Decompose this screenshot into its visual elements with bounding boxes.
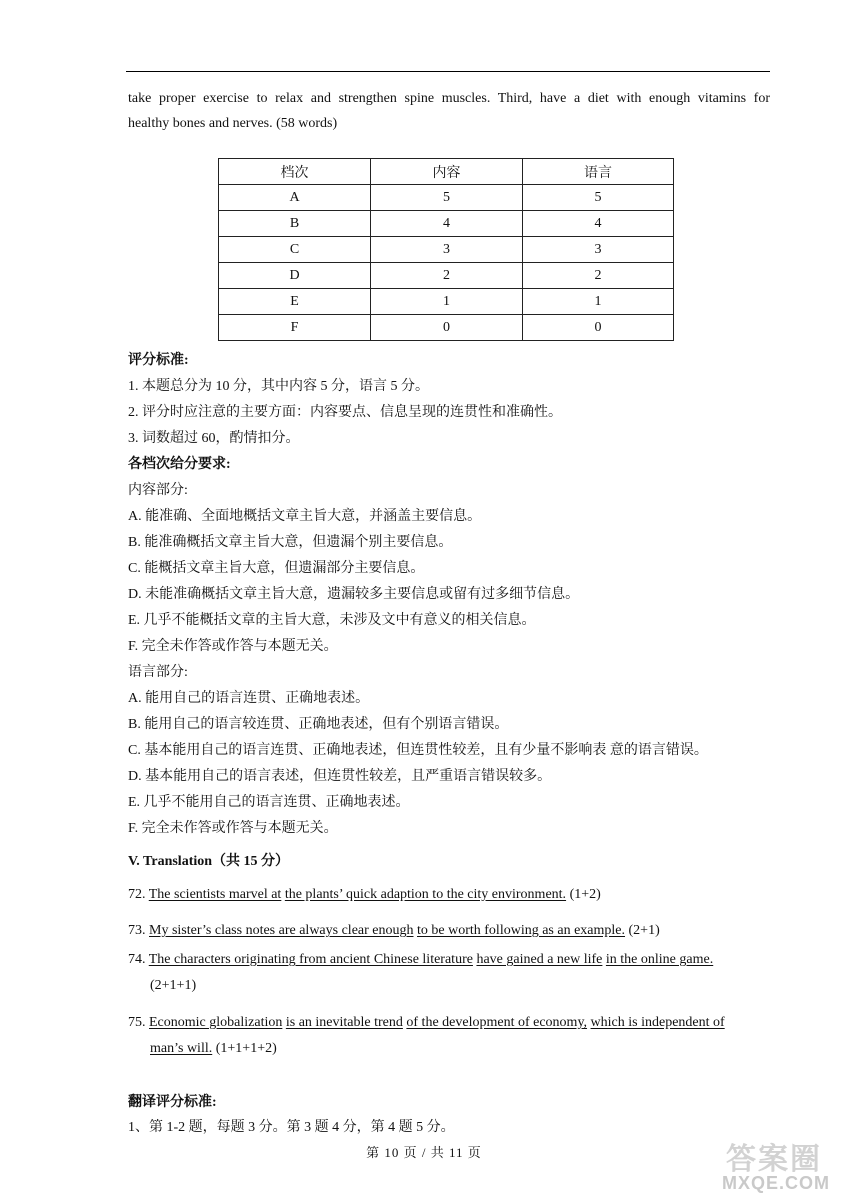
paragraph-line-2: healthy bones and nerves. (58 words)	[128, 116, 338, 131]
levels-heading: 各档次给分要求:	[128, 457, 231, 472]
grade-table-cell: 0	[371, 315, 523, 341]
item-number: 73.	[128, 923, 149, 938]
underlined-phrase: man’s will.	[150, 1041, 213, 1056]
page-footer: 第 10 页 / 共 11 页	[366, 1145, 482, 1160]
plain-text: (1+1+1+2)	[212, 1041, 277, 1056]
underlined-phrase: in the online game.	[605, 952, 714, 967]
scoring-item-2: 2. 评分时应注意的主要方面：内容要点、信息呈现的连贯性和准确性。	[128, 405, 562, 420]
underlined-phrase: My sister’s class notes are always clear enough	[149, 923, 414, 938]
grade-table-cell: B	[219, 211, 371, 237]
grade-table-cell: D	[219, 263, 371, 289]
language-item-b: B. 能用自己的语言较连贯、正确地表述，但有个别语言错误。	[128, 717, 509, 732]
grade-table-cell: 2	[523, 263, 674, 289]
language-item-d: D. 基本能用自己的语言表述，但连贯性较差，且严重语言错误较多。	[128, 769, 552, 784]
grade-table-cell: 3	[523, 237, 674, 263]
language-heading: 语言部分:	[128, 665, 188, 680]
underlined-phrase: The scientists marvel at	[148, 887, 282, 902]
content-item-d: D. 未能准确概括文章主旨大意，遗漏较多主要信息或留有过多细节信息。	[128, 587, 580, 602]
watermark	[670, 1134, 830, 1194]
item-number: 72.	[128, 887, 149, 902]
grade-table-cell: 0	[523, 315, 674, 341]
grade-table-cell: 1	[371, 289, 523, 315]
underlined-phrase: to be worth following as an example.	[417, 923, 626, 938]
grade-table-row	[219, 237, 674, 263]
content-heading: 内容部分:	[128, 483, 188, 498]
item-number: 75.	[128, 1015, 149, 1030]
grade-table-cell: 4	[523, 211, 674, 237]
grade-table-row	[219, 315, 674, 341]
underlined-phrase: Economic globalization	[149, 1015, 283, 1030]
language-item-f: F. 完全未作答或作答与本题无关。	[128, 821, 338, 836]
grade-table-header-cell: 档次	[219, 159, 371, 185]
item-number: 74.	[128, 952, 149, 967]
grade-table-cell: 2	[371, 263, 523, 289]
translation-item-72	[128, 881, 770, 909]
watermark-site: MXQE.COM	[721, 1173, 830, 1193]
underlined-phrase: is an inevitable trend	[285, 1015, 403, 1030]
grade-table	[218, 158, 674, 341]
translation-scoring-item-1: 1、第 1-2 题，每题 3 分。第 3 题 4 分，第 4 题 5 分。	[128, 1120, 455, 1135]
grade-table-row	[219, 185, 674, 211]
translation-item-73	[128, 917, 770, 945]
underlined-phrase: The characters originating from ancient Chinese literature	[148, 952, 473, 967]
grade-table-cell: 3	[371, 237, 523, 263]
grade-table-cell: C	[219, 237, 371, 263]
language-item-c: C. 基本能用自己的语言连贯、正确地表述，但连贯性较差，且有少量不影响表 意的语言错误。	[128, 743, 708, 758]
underlined-phrase: the plants’ quick adaption to the city environment.	[284, 887, 567, 902]
translation-heading: V. Translation（共 15 分）	[128, 854, 290, 869]
grade-table-cell: 1	[523, 289, 674, 315]
grade-table-cell: 5	[371, 185, 523, 211]
content-item-c: C. 能概括文章主旨大意，但遗漏部分主要信息。	[128, 561, 425, 576]
scoring-item-3: 3. 词数超过 60，酌情扣分。	[128, 431, 300, 446]
translation-item-75	[128, 1009, 770, 1037]
header-rule	[126, 71, 770, 72]
watermark-logo: 答案圈	[726, 1142, 822, 1177]
underlined-phrase: which is independent of	[590, 1015, 725, 1030]
grade-table-header-cell: 语言	[523, 159, 674, 185]
answer-paragraph	[128, 86, 770, 136]
grade-table-cell: 5	[523, 185, 674, 211]
plain-text: (2+1)	[625, 923, 660, 938]
translation-item-74-score: (2+1+1)	[150, 978, 197, 993]
grade-table-cell: A	[219, 185, 371, 211]
plain-text: (1+2)	[566, 887, 601, 902]
underlined-phrase: of the development of economy,	[406, 1015, 588, 1030]
language-item-a: A. 能用自己的语言连贯、正确地表述。	[128, 691, 370, 706]
translation-item-74	[128, 946, 770, 974]
grade-table-cell: E	[219, 289, 371, 315]
grade-table-cell: 4	[371, 211, 523, 237]
translation-item-75-line2	[150, 1035, 792, 1063]
paragraph-line-1: take proper exercise to relax and strengthen spine muscles. Third, have a diet with enough vitamins for	[128, 91, 770, 106]
language-item-e: E. 几乎不能用自己的语言连贯、正确地表述。	[128, 795, 410, 810]
content-item-b: B. 能准确概括文章主旨大意，但遗漏个别主要信息。	[128, 535, 453, 550]
underlined-phrase: have gained a new life	[476, 952, 603, 967]
grade-table-header-row	[219, 159, 674, 185]
grade-table-cell: F	[219, 315, 371, 341]
grade-table-row	[219, 211, 674, 237]
content-item-e: E. 几乎不能概括文章的主旨大意，未涉及文中有意义的相关信息。	[128, 613, 536, 628]
scoring-heading: 评分标准:	[128, 353, 189, 368]
content-item-a: A. 能准确、全面地概括文章主旨大意，并涵盖主要信息。	[128, 509, 482, 524]
grade-table-header-cell: 内容	[371, 159, 523, 185]
grade-table-row	[219, 289, 674, 315]
scoring-item-1: 1. 本题总分为 10 分，其中内容 5 分，语言 5 分。	[128, 379, 429, 394]
content-item-f: F. 完全未作答或作答与本题无关。	[128, 639, 338, 654]
grade-table-row	[219, 263, 674, 289]
translation-scoring-heading: 翻译评分标准:	[128, 1095, 217, 1110]
